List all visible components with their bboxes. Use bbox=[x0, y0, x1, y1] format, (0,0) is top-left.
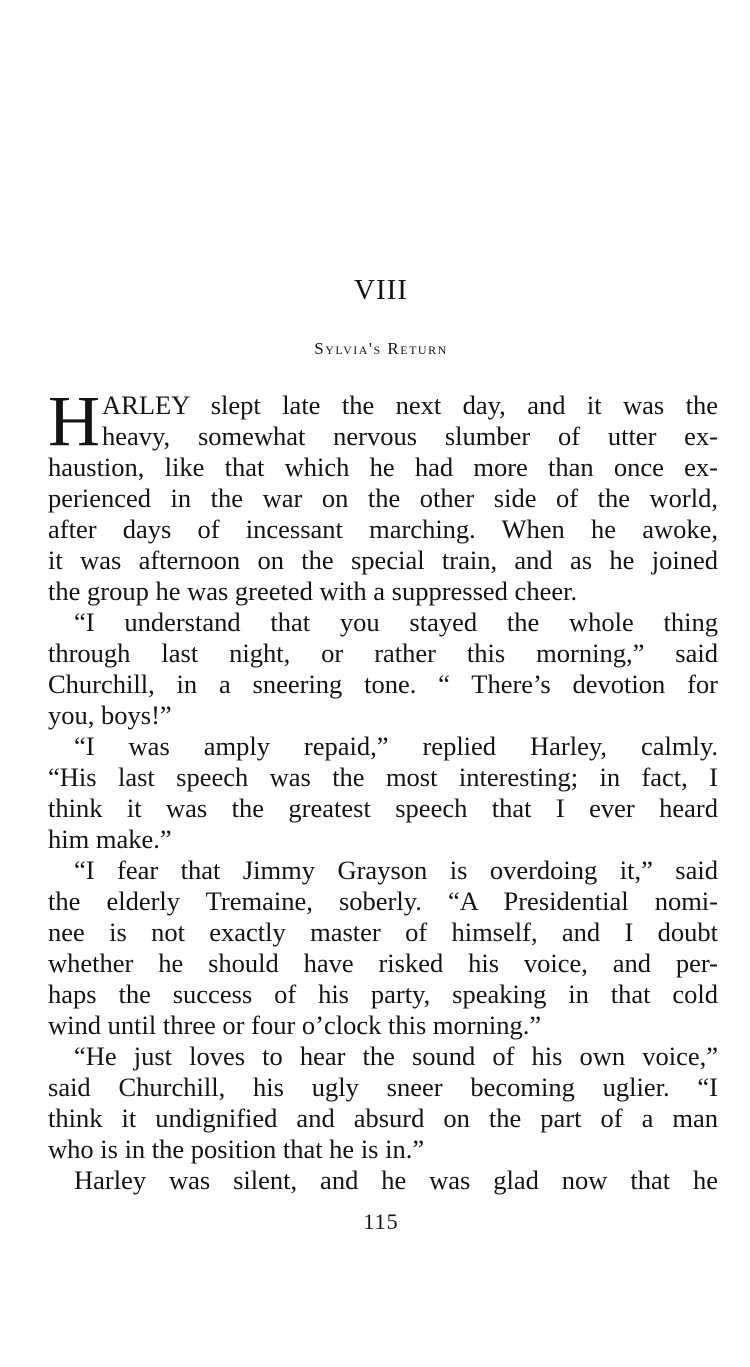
text-line: perienced in the war on the other side of the world, bbox=[48, 483, 718, 513]
text-line: whether he should have risked his voice, and per- bbox=[48, 948, 718, 978]
page-number: 115 bbox=[363, 1209, 399, 1234]
text-line: haps the success of his party, speaking in that cold bbox=[48, 979, 718, 1009]
text-line: who is in the position that he is in.” bbox=[48, 1134, 425, 1164]
text-line: the elderly Tremaine, soberly. “A Presidential nomi- bbox=[48, 886, 718, 916]
text-line: wind until three or four o’clock this morning.” bbox=[48, 1010, 542, 1040]
text-line: nee is not exactly master of himself, and I doubt bbox=[48, 917, 718, 947]
text-line: “He just loves to hear the sound of his own voice,” bbox=[74, 1041, 718, 1071]
chapter-title: Sylvia's Return bbox=[314, 339, 448, 358]
text-line: the group he was greeted with a suppressed cheer. bbox=[48, 576, 578, 606]
text-line: through last night, or rather this morning,” said bbox=[48, 638, 718, 668]
text-line: heavy, somewhat nervous slumber of utter ex- bbox=[102, 421, 718, 451]
body-text bbox=[48, 381, 718, 1196]
text-line: haustion, like that which he had more than once ex- bbox=[48, 452, 718, 482]
text-line: Harley was silent, and he was glad now that he bbox=[74, 1165, 718, 1195]
text-line: ARLEY slept late the next day, and it was the bbox=[102, 390, 718, 420]
text-line: think it was the greatest speech that I ever heard bbox=[48, 793, 718, 823]
text-line: after days of incessant marching. When he awoke, bbox=[48, 514, 718, 544]
drop-cap: H bbox=[48, 381, 100, 461]
text-line: Churchill, in a sneering tone. “ There’s devotion for bbox=[48, 669, 718, 699]
text-line: “I fear that Jimmy Grayson is overdoing it,” said bbox=[74, 855, 718, 885]
text-line: “His last speech was the most interesting; in fact, I bbox=[48, 762, 718, 792]
text-line: him make.” bbox=[48, 824, 172, 854]
text-line: said Churchill, his ugly sneer becoming uglier. “I bbox=[48, 1072, 718, 1102]
text-line: “I was amply repaid,” replied Harley, calmly. bbox=[74, 731, 718, 761]
text-line: you, boys!” bbox=[48, 700, 172, 730]
text-line: think it undignified and absurd on the part of a man bbox=[48, 1103, 718, 1133]
chapter-number: VIII bbox=[354, 274, 408, 306]
text-line: “I understand that you stayed the whole thing bbox=[74, 607, 718, 637]
text-line: it was afternoon on the special train, and as he joined bbox=[48, 545, 718, 575]
